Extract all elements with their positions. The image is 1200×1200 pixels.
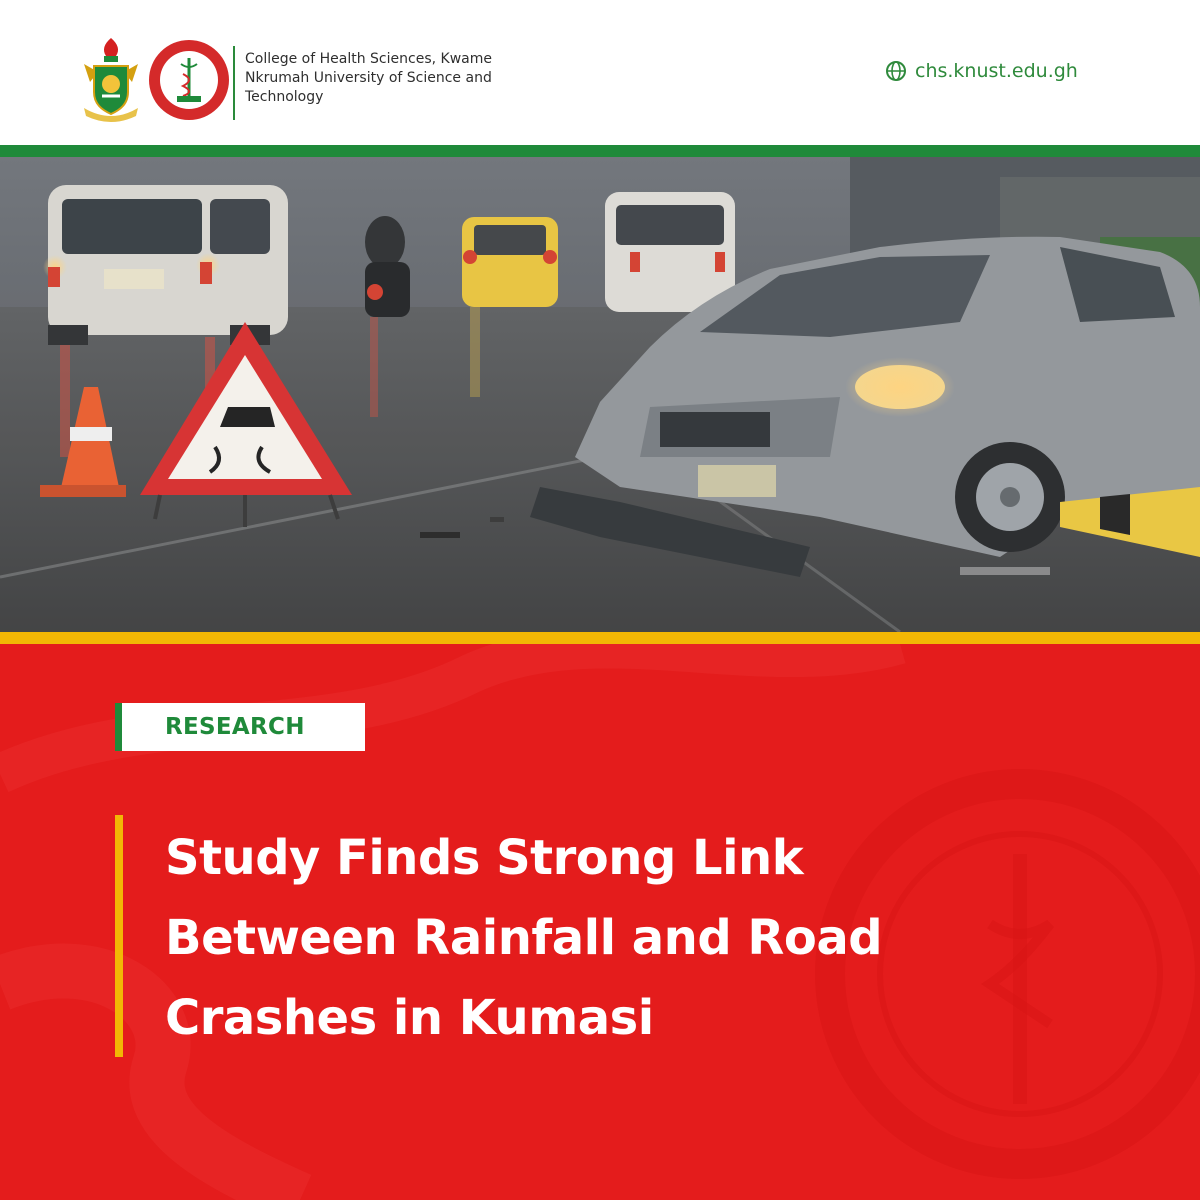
header-divider [233, 46, 235, 120]
gold-stripe [0, 632, 1200, 644]
rainy-road-crash-scene [0, 157, 1200, 632]
website-label: chs.knust.edu.gh [915, 60, 1078, 82]
headline-line-2: Between Rainfall and Road [165, 910, 883, 966]
headline-line-3: Crashes in Kumasi [165, 990, 654, 1046]
crash-photo [0, 157, 1200, 632]
green-stripe [0, 145, 1200, 157]
college-name: College of Health Sciences, Kwame Nkrumah University of Science and Technology [245, 51, 492, 105]
globe-icon [885, 60, 907, 82]
headline-line-1: Study Finds Strong Link [165, 830, 804, 886]
header [0, 0, 1200, 145]
website-link[interactable] [885, 60, 1078, 82]
category-tag [115, 703, 365, 751]
headline-accent-bar [115, 815, 123, 1057]
headline [165, 818, 1125, 1058]
knust-crest-logo [80, 34, 142, 124]
college-of-health-sciences-seal [147, 38, 231, 122]
category-accent-bar [115, 703, 122, 751]
category-label: RESEARCH [165, 714, 305, 740]
